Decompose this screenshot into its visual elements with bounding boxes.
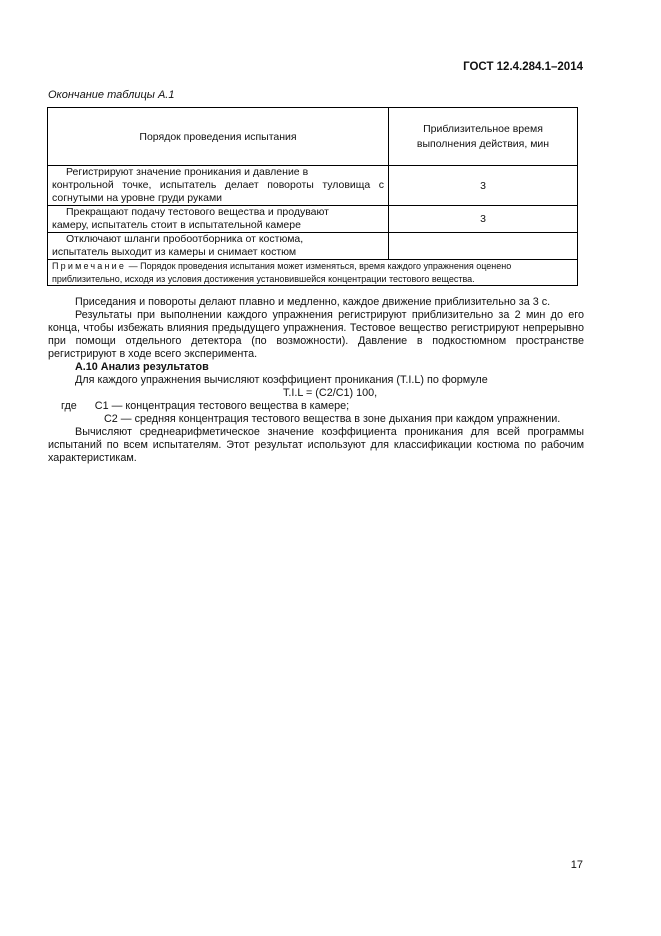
table-row bbox=[48, 166, 578, 206]
procedure-table bbox=[47, 107, 578, 286]
paragraph: Для каждого упражнения вычисляют коэффициент проникания (T.I.L) по формуле bbox=[75, 374, 488, 386]
definition-c1 bbox=[48, 400, 584, 413]
table-row bbox=[48, 233, 578, 260]
body-text bbox=[48, 296, 584, 465]
step-duration: 3 bbox=[389, 166, 578, 206]
note-label: Примечание bbox=[52, 261, 127, 271]
section-heading: А.10 Анализ результатов bbox=[75, 361, 209, 373]
definition-c2: C2 — средняя концентрация тестового вещества в зоне дыхания при каждом упражнении. bbox=[104, 413, 561, 425]
paragraph: Результаты при выполнении каждого упражнения регистрируют приблизительно за 2 мин до его конца, чтобы избежать влияния предыдущего упражнения. Тестовое вещество регистрируют непрерывно при помощи отдельного детектора (по возможности). Давление в подкостюмном пространстве регистрируют в ходе всего эксперимента. bbox=[48, 309, 584, 360]
step-description: Регистрируют значение проникания и давление в контрольной точке, испытатель делает повороты туловища с согнутыми на уровне груди руками bbox=[48, 166, 389, 206]
table-note-row bbox=[48, 260, 578, 286]
table-header-row bbox=[48, 108, 578, 166]
formula: T.I.L = (C2/C1) 100, bbox=[283, 387, 378, 399]
table-caption: Окончание таблицы А.1 bbox=[48, 89, 175, 101]
c1-definition: C1 — концентрация тестового вещества в камере; bbox=[94, 400, 350, 412]
paragraph: Вычисляют среднеарифметическое значение коэффициента проникания для всей программы испытаний по всем испытателям. Этот результат используют для классификации костюма по рабочим характеристикам. bbox=[48, 426, 584, 464]
page-number: 17 bbox=[570, 859, 583, 871]
step-description: Отключают шланги пробоотборника от костюма, испытатель выходит из камеры и снимает костюм bbox=[48, 233, 389, 260]
table-row bbox=[48, 206, 578, 233]
document-code: ГОСТ 12.4.284.1–2014 bbox=[463, 61, 583, 73]
note-text: — Порядок проведения испытания может изменяться, время каждого упражнения оценено приблизительно, исходя из условия достижения установившейся концентрации тестового вещества. bbox=[52, 261, 512, 284]
step-description: Прекращают подачу тестового вещества и продувают камеру, испытатель стоит в испытательной камере bbox=[48, 206, 389, 233]
column-header-procedure: Порядок проведения испытания bbox=[48, 108, 389, 166]
paragraph: Приседания и повороты делают плавно и медленно, каждое движение приблизительно за 3 с. bbox=[75, 296, 551, 308]
step-duration: 3 bbox=[389, 206, 578, 233]
table-note bbox=[48, 260, 578, 286]
step-duration bbox=[389, 233, 578, 260]
column-header-time: Приблизительное время выполнения действия, мин bbox=[389, 108, 578, 166]
where-label: где bbox=[61, 400, 77, 412]
